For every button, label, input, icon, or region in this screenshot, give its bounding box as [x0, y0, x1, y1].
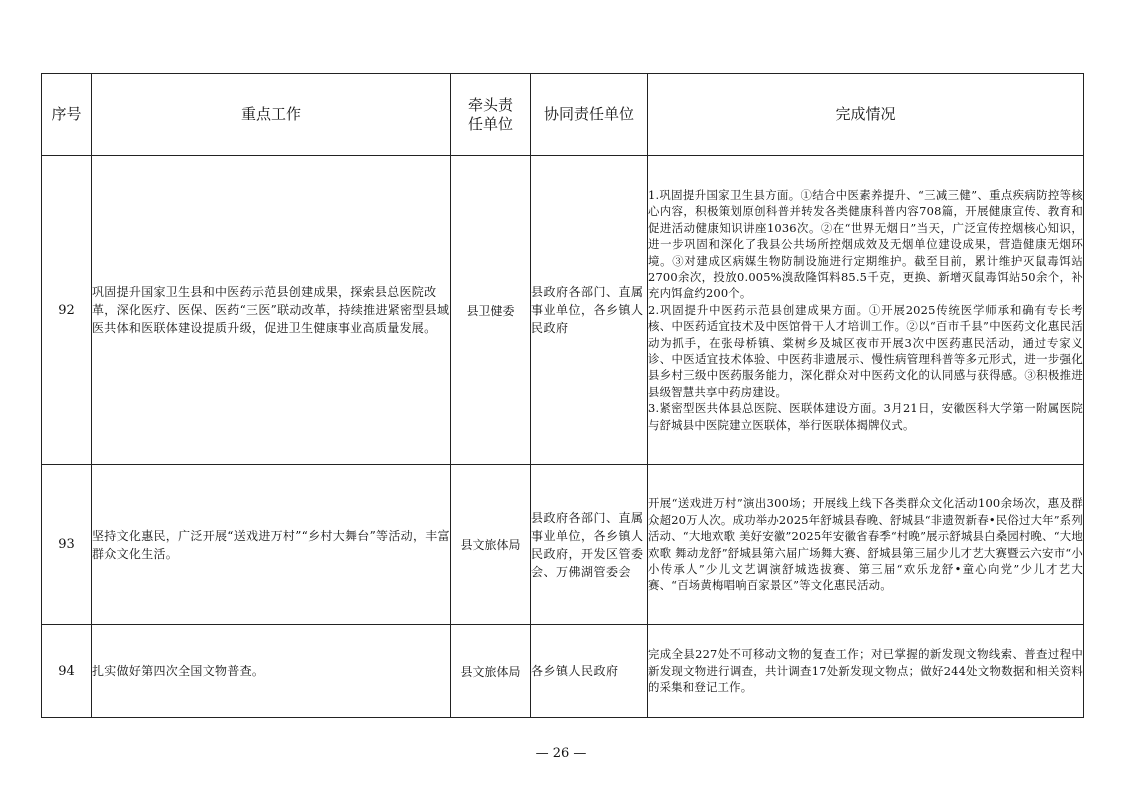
row-cooperate-units: 县政府各部门、直属事业单位，各乡镇人民政府，开发区管委会、万佛湖管委会	[531, 465, 648, 625]
header-task: 重点工作	[92, 74, 451, 156]
header-lead	[451, 74, 531, 156]
row-index: 92	[42, 156, 92, 465]
work-progress-table	[41, 73, 1084, 718]
row-cooperate-units: 县政府各部门、直属事业单位，各乡镇人民政府	[531, 156, 648, 465]
header-status: 完成情况	[648, 74, 1084, 156]
row-task: 扎实做好第四次全国文物普查。	[92, 625, 451, 718]
row-task: 巩固提升国家卫生县和中医药示范县创建成果，探索县总医院改革，深化医疗、医保、医药“三医”联动改革，持续推进紧密型县域医共体和医联体建设提质升级，促进卫生健康事业高质量发展。	[92, 156, 451, 465]
header-lead-label: 牵头责任单位	[467, 95, 513, 133]
table-row	[42, 625, 1084, 718]
row-lead-unit: 县文旅体局	[451, 625, 531, 718]
row-lead-unit: 县文旅体局	[451, 465, 531, 625]
page-number: — 26 —	[535, 746, 587, 761]
table-row	[42, 465, 1084, 625]
row-index: 93	[42, 465, 92, 625]
header-index: 序号	[42, 74, 92, 156]
header-cooperate: 协同责任单位	[531, 74, 648, 156]
status-paragraph: 1.巩固提升国家卫生县方面。①结合中医素养提升、“三减三健”、重点疾病防控等核心内容，积极策划原创科普并转发各类健康科普内容708篇，开展健康宣传、教育和促进活动健康知识讲座1036次。②在“世界无烟日”当天，广泛宣传控烟核心知识，进一步巩固和深化了我县公共场所控烟成效及无烟单位建设成果，营造健康无烟环境。③对建成区病媒生物防制设施进行定期维护。截至目前，累计维护灭鼠毒饵站2700余次，投放0.005%溴敌隆饵料85.5千克，更换、新增灭鼠毒饵站50余个，补充内饵盒约200个。	[648, 187, 1083, 301]
row-status	[648, 156, 1084, 465]
status-paragraph: 开展“送戏进万村”演出300场；开展线上线下各类群众文化活动100余场次，惠及群众超20万人次。成功举办2025年舒城县春晚、舒城县“非遗贺新春•民俗过大年”系列活动、“大地欢歌 美好安徽”2025年安徽省春季“村晚”展示舒城县白桑园村晚、“大地欢歌 舞动龙舒”舒城县第六届广场舞大赛、舒城县第三届少儿才艺大赛暨云六安市“小小传承人”少儿文艺调演舒城选拔赛、第三届“欢乐龙舒•童心向党”少儿才艺大赛、“百场黄梅唱响百家景区”等文化惠民活动。	[648, 496, 1083, 593]
status-paragraph: 3.紧密型医共体县总医院、医联体建设方面。3月21日，安徽医科大学第一附属医院与舒城县中医院建立医联体，举行医联体揭牌仪式。	[648, 401, 1083, 432]
row-index: 94	[42, 625, 92, 718]
row-status	[648, 625, 1084, 718]
status-paragraph: 完成全县227处不可移动文物的复查工作；对已掌握的新发现文物线索、普查过程中新发现文物进行调查，共计调查17处新发现文物点；做好244处文物数据和相关资料的采集和登记工作。	[648, 647, 1083, 695]
table-header-row	[42, 74, 1084, 156]
row-status	[648, 465, 1084, 625]
status-paragraph: 2.巩固提升中医药示范县创建成果方面。①开展2025传统医学师承和确有专长考核、中医药适宜技术及中医馆骨干人才培训工作。②以“百市千县”中医药文化惠民活动为抓手，在张母桥镇、棠树乡及城区夜市开展3次中医药惠民活动，通过专家义诊、中医适宜技术体验、中医药非遗展示、慢性病管理科普等多元形式，进一步强化县乡村三级中医药服务能力，深化群众对中医药文化的认同感与获得感。③积极推进县级智慧共享中药房建设。	[648, 302, 1083, 399]
row-cooperate-units: 各乡镇人民政府	[531, 625, 648, 718]
table-row	[42, 156, 1084, 465]
row-task: 坚持文化惠民，广泛开展“送戏进万村”“乡村大舞台”等活动，丰富群众文化生活。	[92, 465, 451, 625]
row-lead-unit: 县卫健委	[451, 156, 531, 465]
